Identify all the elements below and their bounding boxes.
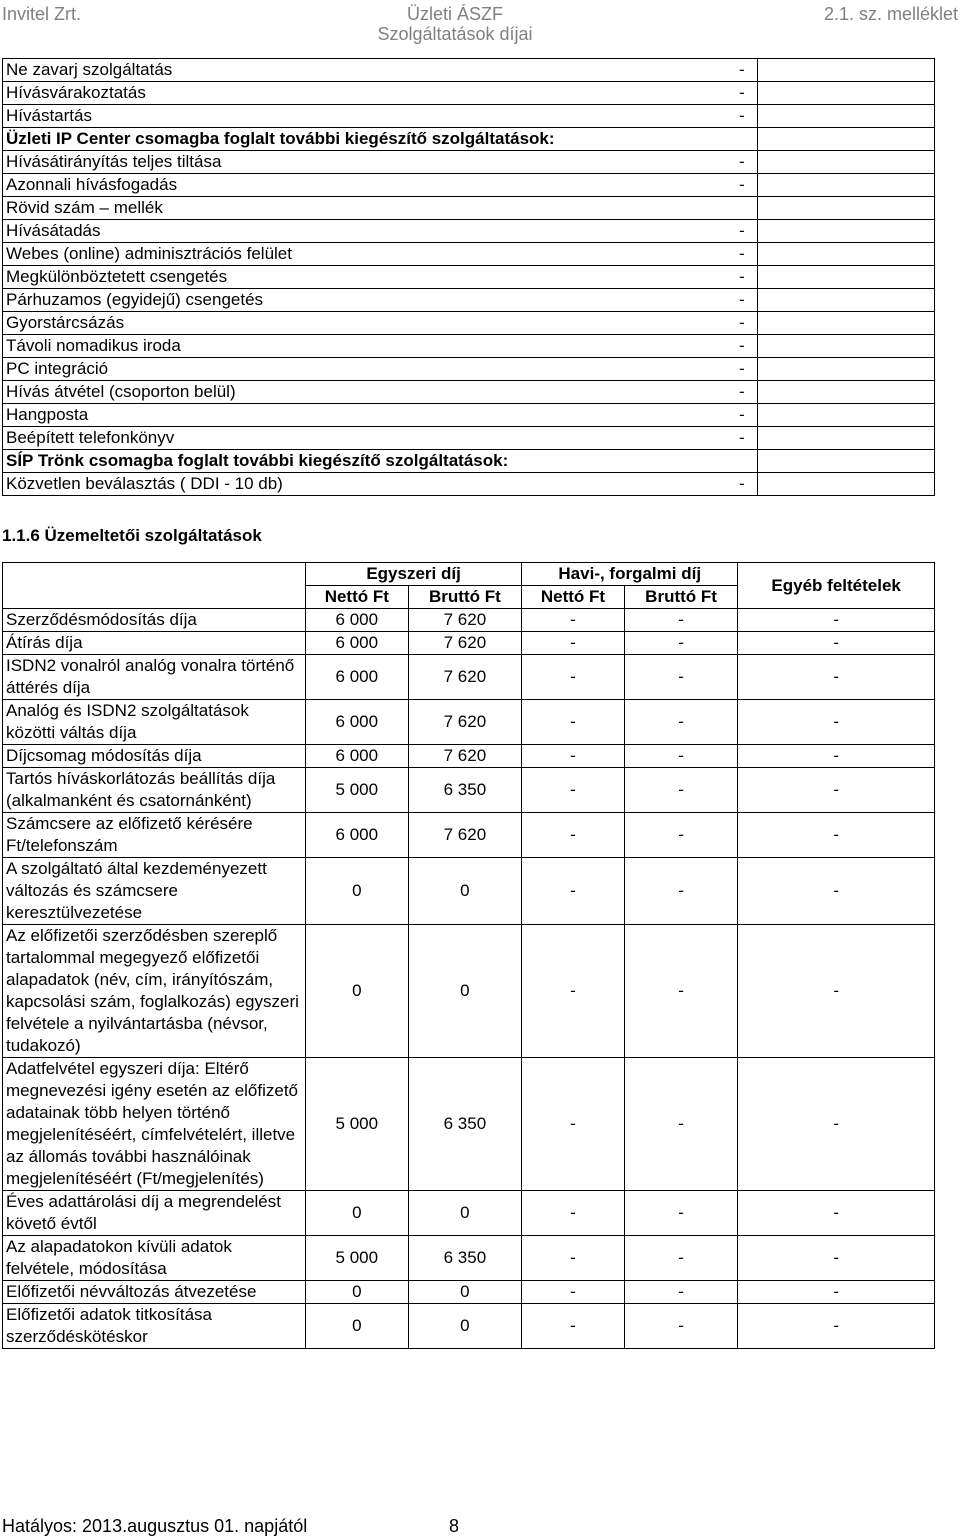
- header-title-line2: Szolgáltatások díjai: [377, 24, 533, 44]
- fees-header-monthly-net: Nettó Ft: [522, 586, 625, 609]
- fee-row: [3, 700, 935, 745]
- service-value: [758, 450, 935, 473]
- service-value-text: -: [739, 244, 745, 263]
- fee-net: 6 000: [306, 609, 409, 632]
- fee-row: [3, 1236, 935, 1281]
- service-value-text: -: [739, 382, 745, 401]
- fee-name: Előfizetői névváltozás átvezetése: [3, 1281, 306, 1304]
- section-title: 1.1.6 Üzemeltetői szolgáltatások: [2, 526, 262, 545]
- fee-name: Szerződésmódosítás díja: [3, 609, 306, 632]
- fee-other: -: [738, 700, 935, 745]
- fee-other: -: [738, 1236, 935, 1281]
- fee-gross: 6 350: [408, 1058, 522, 1191]
- service-value-text: -: [739, 313, 745, 332]
- fee-row: [3, 768, 935, 813]
- fee-monthly-net: -: [522, 745, 625, 768]
- service-name: Megkülönböztetett csengetés: [3, 266, 758, 289]
- fee-row: [3, 925, 935, 1058]
- fee-other: -: [738, 655, 935, 700]
- fee-row: [3, 1281, 935, 1304]
- service-value: [739, 266, 935, 289]
- fee-monthly-net: -: [522, 655, 625, 700]
- footer-effective-date: Hatályos: 2013.augusztus 01. napjától: [2, 1516, 308, 1536]
- fee-monthly-gross: -: [624, 1058, 738, 1191]
- fee-monthly-gross: -: [624, 745, 738, 768]
- service-name: SÍP Trönk csomagba foglalt további kiegészítő szolgáltatások:: [3, 450, 758, 473]
- service-name: Hangposta: [3, 404, 758, 427]
- fee-monthly-net: -: [522, 813, 625, 858]
- fee-name: Éves adattárolási díj a megrendelést követő évtől: [3, 1191, 306, 1236]
- service-name: Webes (online) adminisztrációs felület: [3, 243, 758, 266]
- service-row: [3, 427, 935, 450]
- service-value-text: -: [739, 290, 745, 309]
- fee-monthly-gross: -: [624, 858, 738, 925]
- service-row: [3, 220, 935, 243]
- fee-net: 0: [306, 1304, 409, 1349]
- fee-name: Számcsere az előfizető kérésére Ft/telefonszám: [3, 813, 306, 858]
- service-value: [739, 427, 935, 450]
- service-row: [3, 243, 935, 266]
- fee-monthly-net: -: [522, 1191, 625, 1236]
- service-value-text: -: [739, 106, 745, 125]
- fee-monthly-net: -: [522, 1281, 625, 1304]
- fee-monthly-net: -: [522, 609, 625, 632]
- fee-gross: 0: [408, 1191, 522, 1236]
- service-value-text: -: [739, 267, 745, 286]
- fee-net: 5 000: [306, 1058, 409, 1191]
- service-value: [739, 404, 935, 427]
- fee-net: 6 000: [306, 745, 409, 768]
- fee-monthly-net: -: [522, 700, 625, 745]
- fee-monthly-gross: -: [624, 768, 738, 813]
- service-name: Üzleti IP Center csomagba foglalt további kiegészítő szolgáltatások:: [3, 128, 758, 151]
- service-row: [3, 82, 935, 105]
- fee-net: 0: [306, 1281, 409, 1304]
- service-value-text: -: [739, 83, 745, 102]
- fee-gross: 7 620: [408, 655, 522, 700]
- fee-gross: 7 620: [408, 609, 522, 632]
- service-name: Gyorstárcsázás: [3, 312, 758, 335]
- fee-other: -: [738, 813, 935, 858]
- fee-net: 6 000: [306, 632, 409, 655]
- fee-name: Az alapadatokon kívüli adatok felvétele, módosítása: [3, 1236, 306, 1281]
- service-name: Rövid szám – mellék: [3, 197, 758, 220]
- fees-header-net: Nettó Ft: [306, 586, 409, 609]
- fee-monthly-gross: -: [624, 1236, 738, 1281]
- fee-name: Átírás díja: [3, 632, 306, 655]
- service-row: [3, 151, 935, 174]
- service-row: [3, 473, 935, 496]
- fee-monthly-net: -: [522, 925, 625, 1058]
- service-value: [739, 335, 935, 358]
- fee-other: -: [738, 1191, 935, 1236]
- fee-monthly-gross: -: [624, 609, 738, 632]
- fee-monthly-net: -: [522, 1058, 625, 1191]
- fee-gross: 0: [408, 1304, 522, 1349]
- fee-other: -: [738, 1304, 935, 1349]
- fee-row: [3, 609, 935, 632]
- fee-net: 0: [306, 858, 409, 925]
- fee-monthly-net: -: [522, 632, 625, 655]
- service-value-text: -: [739, 60, 745, 79]
- service-row: [3, 289, 935, 312]
- fee-other: -: [738, 768, 935, 813]
- fees-header-monthly-gross: Bruttó Ft: [624, 586, 738, 609]
- service-name: Hívásátadás: [3, 220, 758, 243]
- service-value-text: -: [739, 428, 745, 447]
- fee-monthly-net: -: [522, 1304, 625, 1349]
- service-value: [739, 381, 935, 404]
- service-name: Közvetlen beválasztás ( DDI - 10 db): [3, 473, 758, 496]
- fee-monthly-net: -: [522, 1236, 625, 1281]
- fee-other: -: [738, 609, 935, 632]
- fee-net: 6 000: [306, 700, 409, 745]
- service-row: [3, 358, 935, 381]
- service-name: Ne zavarj szolgáltatás: [3, 59, 758, 82]
- fees-header-other: Egyéb feltételek: [738, 563, 935, 609]
- fee-other: -: [738, 1058, 935, 1191]
- fee-net: 0: [306, 1191, 409, 1236]
- service-value-text: -: [739, 359, 745, 378]
- fee-net: 6 000: [306, 813, 409, 858]
- service-name: Párhuzamos (egyidejű) csengetés: [3, 289, 758, 312]
- fee-gross: 7 620: [408, 745, 522, 768]
- service-name: Távoli nomadikus iroda: [3, 335, 758, 358]
- fee-row: [3, 632, 935, 655]
- service-value: [758, 197, 935, 220]
- fee-monthly-net: -: [522, 858, 625, 925]
- fee-row: [3, 655, 935, 700]
- fee-monthly-gross: -: [624, 700, 738, 745]
- header-title: [0, 4, 910, 44]
- service-value: [739, 473, 935, 496]
- fee-gross: 6 350: [408, 1236, 522, 1281]
- fees-header-one-time: Egyszeri díj: [306, 563, 522, 586]
- fee-name: Előfizetői adatok titkosítása szerződéskötéskor: [3, 1304, 306, 1349]
- service-value: [739, 174, 935, 197]
- fees-header-row-1: [3, 563, 935, 586]
- service-row: [3, 381, 935, 404]
- fee-name: A szolgáltató által kezdeményezett változás és számcsere keresztülvezetése: [3, 858, 306, 925]
- service-value: [739, 82, 935, 105]
- fee-other: -: [738, 632, 935, 655]
- fee-gross: 0: [408, 1281, 522, 1304]
- fee-name: Az előfizetői szerződésben szereplő tartalommal megegyező előfizetői alapadatok (név, cím, irányítószám, kapcsolási szám, foglalkozás) egyszeri felvétele a nyilvántartásba (névsor, tudakozó): [3, 925, 306, 1058]
- fee-gross: 7 620: [408, 632, 522, 655]
- service-row: [3, 105, 935, 128]
- fee-net: 5 000: [306, 1236, 409, 1281]
- service-value-text: -: [739, 175, 745, 194]
- service-row: [3, 197, 935, 220]
- service-value: [739, 358, 935, 381]
- service-value-text: -: [739, 474, 745, 493]
- service-value: [739, 151, 935, 174]
- fee-gross: 7 620: [408, 700, 522, 745]
- service-row: [3, 174, 935, 197]
- service-value: [739, 59, 935, 82]
- service-name: Hívás átvétel (csoporton belül): [3, 381, 758, 404]
- service-row: [3, 128, 935, 151]
- service-name: PC integráció: [3, 358, 758, 381]
- fees-table: [2, 562, 935, 1349]
- fee-row: [3, 1058, 935, 1191]
- fee-monthly-gross: -: [624, 813, 738, 858]
- fee-gross: 7 620: [408, 813, 522, 858]
- fee-name: Tartós híváskorlátozás beállítás díja (alkalmanként és csatornánként): [3, 768, 306, 813]
- service-value: [758, 128, 935, 151]
- fee-row: [3, 1191, 935, 1236]
- service-row: [3, 59, 935, 82]
- header-annex: 2.1. sz. melléklet: [823, 4, 958, 24]
- fees-header-gross: Bruttó Ft: [408, 586, 522, 609]
- service-name: Beépített telefonkönyv: [3, 427, 758, 450]
- fee-net: 0: [306, 925, 409, 1058]
- service-name: Hívásátirányítás teljes tiltása: [3, 151, 758, 174]
- service-row: [3, 450, 935, 473]
- fee-name: ISDN2 vonalról analóg vonalra történő áttérés díja: [3, 655, 306, 700]
- fee-row: [3, 1304, 935, 1349]
- page-number: 8: [449, 1516, 460, 1536]
- fee-other: -: [738, 925, 935, 1058]
- header-company: Invitel Zrt.: [2, 4, 82, 24]
- service-row: [3, 266, 935, 289]
- service-value: [739, 243, 935, 266]
- service-name: Hívásvárakoztatás: [3, 82, 758, 105]
- fee-monthly-net: -: [522, 768, 625, 813]
- fee-net: 6 000: [306, 655, 409, 700]
- fees-header-blank: [3, 563, 306, 609]
- service-row: [3, 404, 935, 427]
- fee-gross: 0: [408, 925, 522, 1058]
- fee-row: [3, 813, 935, 858]
- fee-name: Díjcsomag módosítás díja: [3, 745, 306, 768]
- fee-monthly-gross: -: [624, 925, 738, 1058]
- header-title-line1: Üzleti ÁSZF: [406, 4, 503, 24]
- fee-other: -: [738, 745, 935, 768]
- service-value-text: -: [739, 152, 745, 171]
- fee-other: -: [738, 1281, 935, 1304]
- fee-name: Analóg és ISDN2 szolgáltatások közötti váltás díja: [3, 700, 306, 745]
- service-value: [739, 105, 935, 128]
- fee-gross: 0: [408, 858, 522, 925]
- service-value: [739, 220, 935, 243]
- fees-header-monthly: Havi-, forgalmi díj: [522, 563, 738, 586]
- fee-monthly-gross: -: [624, 1281, 738, 1304]
- service-name: Azonnali hívásfogadás: [3, 174, 758, 197]
- fee-row: [3, 745, 935, 768]
- service-value: [739, 312, 935, 335]
- fee-monthly-gross: -: [624, 1304, 738, 1349]
- footer: [2, 1516, 460, 1537]
- service-value-text: -: [739, 405, 745, 424]
- fee-monthly-gross: -: [624, 632, 738, 655]
- services-table: [2, 58, 935, 496]
- service-value-text: -: [739, 221, 745, 240]
- fee-gross: 6 350: [408, 768, 522, 813]
- fee-net: 5 000: [306, 768, 409, 813]
- fee-monthly-gross: -: [624, 1191, 738, 1236]
- fee-name: Adatfelvétel egyszeri díja: Eltérő megnevezési igény esetén az előfizető adatainak több helyen történő megjelenítéséért, címfelvételért, illetve az állomás további használóinak megjelenítéséért (Ft/megjelenítés): [3, 1058, 306, 1191]
- service-row: [3, 335, 935, 358]
- service-row: [3, 312, 935, 335]
- service-value-text: -: [739, 336, 745, 355]
- service-value: [739, 289, 935, 312]
- service-name: Hívástartás: [3, 105, 758, 128]
- fee-monthly-gross: -: [624, 655, 738, 700]
- fee-other: -: [738, 858, 935, 925]
- fee-row: [3, 858, 935, 925]
